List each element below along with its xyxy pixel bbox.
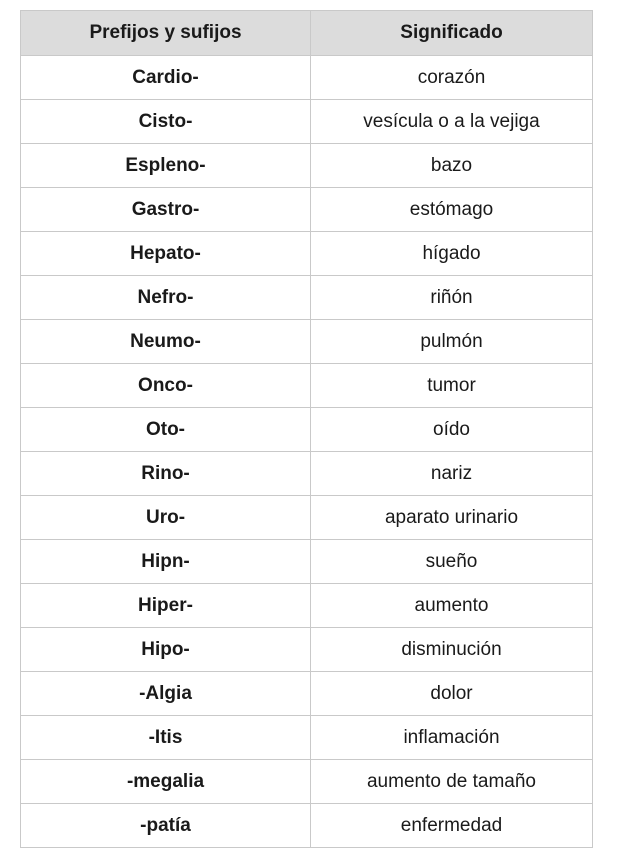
- meaning-cell: aumento: [311, 584, 593, 628]
- meaning-cell: bazo: [311, 144, 593, 188]
- prefix-cell: -Algia: [21, 672, 311, 716]
- table-row: [21, 364, 593, 408]
- prefix-cell: Nefro-: [21, 276, 311, 320]
- table-row: [21, 540, 593, 584]
- table-row: [21, 584, 593, 628]
- meaning-cell: disminución: [311, 628, 593, 672]
- table-row: [21, 408, 593, 452]
- table-row: [21, 760, 593, 804]
- table-row: [21, 144, 593, 188]
- prefix-cell: Hiper-: [21, 584, 311, 628]
- table-row: [21, 320, 593, 364]
- table-row: [21, 672, 593, 716]
- prefix-cell: Cardio-: [21, 56, 311, 100]
- table-row: [21, 452, 593, 496]
- meaning-cell: dolor: [311, 672, 593, 716]
- prefix-cell: Uro-: [21, 496, 311, 540]
- prefix-cell: Hepato-: [21, 232, 311, 276]
- meaning-cell: sueño: [311, 540, 593, 584]
- table-row: [21, 232, 593, 276]
- meaning-cell: pulmón: [311, 320, 593, 364]
- table-row: [21, 628, 593, 672]
- prefix-cell: -patía: [21, 804, 311, 848]
- table-row: [21, 716, 593, 760]
- header-prefixes: Prefijos y sufijos: [21, 11, 311, 56]
- table-row: [21, 276, 593, 320]
- table-row: [21, 56, 593, 100]
- prefix-suffix-table-container: [20, 10, 592, 848]
- meaning-cell: vesícula o a la vejiga: [311, 100, 593, 144]
- meaning-cell: aumento de tamaño: [311, 760, 593, 804]
- prefix-cell: Onco-: [21, 364, 311, 408]
- meaning-cell: oído: [311, 408, 593, 452]
- meaning-cell: corazón: [311, 56, 593, 100]
- prefix-cell: Hipn-: [21, 540, 311, 584]
- table-row: [21, 188, 593, 232]
- table-header: [21, 11, 593, 56]
- table-row: [21, 804, 593, 848]
- meaning-cell: nariz: [311, 452, 593, 496]
- prefix-cell: Gastro-: [21, 188, 311, 232]
- prefix-suffix-table: [20, 10, 593, 848]
- meaning-cell: enfermedad: [311, 804, 593, 848]
- prefix-cell: Oto-: [21, 408, 311, 452]
- prefix-cell: -Itis: [21, 716, 311, 760]
- header-meaning: Significado: [311, 11, 593, 56]
- header-row: [21, 11, 593, 56]
- meaning-cell: inflamación: [311, 716, 593, 760]
- meaning-cell: estómago: [311, 188, 593, 232]
- meaning-cell: riñón: [311, 276, 593, 320]
- prefix-cell: Hipo-: [21, 628, 311, 672]
- prefix-cell: Rino-: [21, 452, 311, 496]
- meaning-cell: aparato urinario: [311, 496, 593, 540]
- table-body: [21, 56, 593, 848]
- prefix-cell: Espleno-: [21, 144, 311, 188]
- meaning-cell: hígado: [311, 232, 593, 276]
- meaning-cell: tumor: [311, 364, 593, 408]
- prefix-cell: Neumo-: [21, 320, 311, 364]
- prefix-cell: Cisto-: [21, 100, 311, 144]
- table-row: [21, 496, 593, 540]
- table-row: [21, 100, 593, 144]
- prefix-cell: -megalia: [21, 760, 311, 804]
